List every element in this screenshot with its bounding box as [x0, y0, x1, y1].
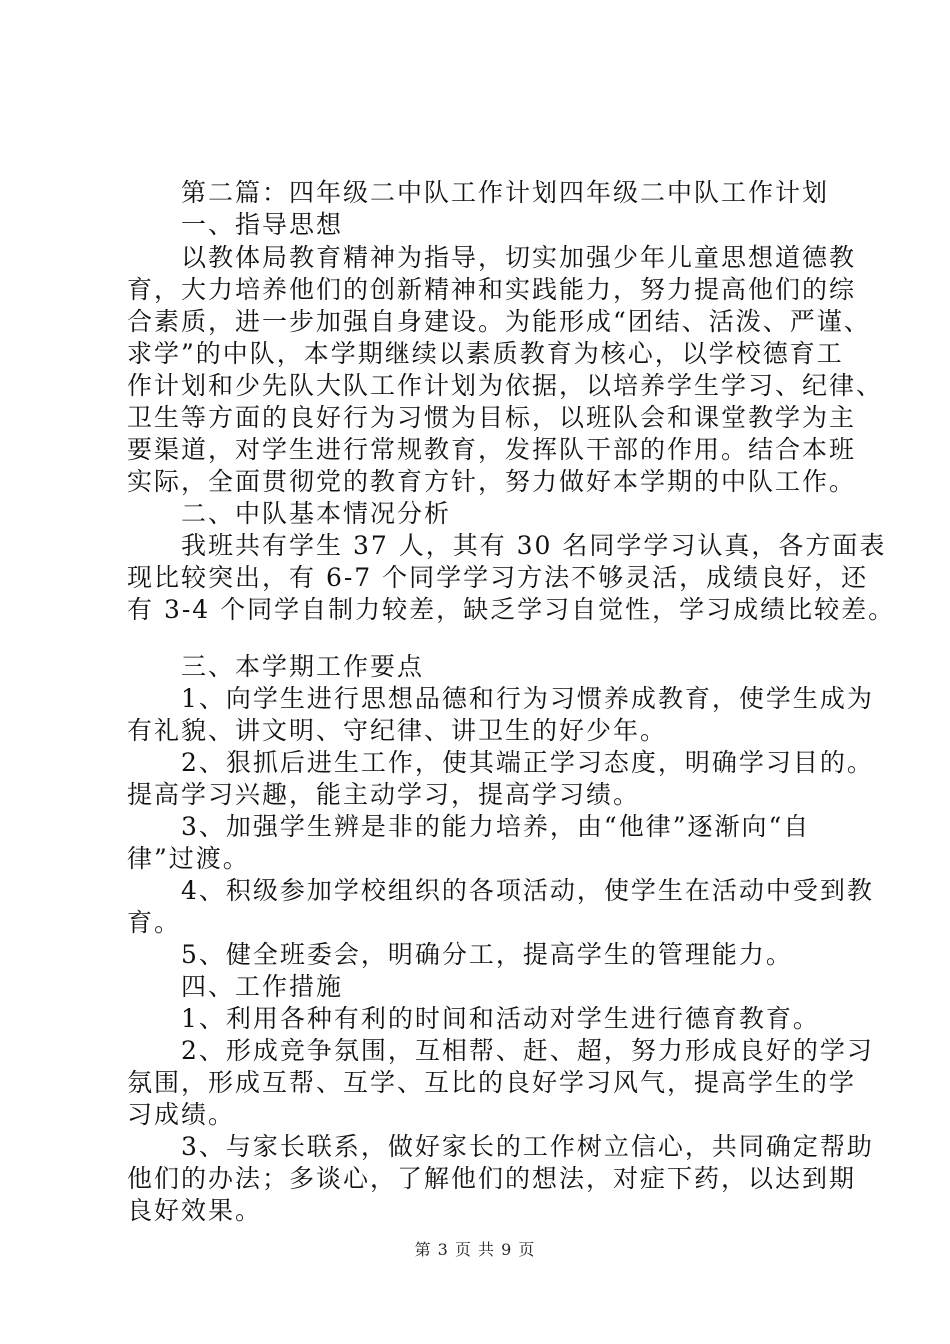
heading-situation-analysis: 二、中队基本情况分析: [181, 499, 452, 528]
paragraph-line: 实际，全面贯彻党的教育方针，努力做好本学期的中队工作。: [127, 467, 857, 496]
paragraph-line: 求学”的中队，本学期继续以素质教育为核心，以学校德育工: [127, 339, 844, 368]
heading-guiding-thought: 一、指导思想: [181, 210, 344, 239]
paragraph-line: 氛围，形成互帮、互学、互比的良好学习风气，提高学生的学: [127, 1068, 857, 1097]
paragraph-line: 习成绩。: [127, 1100, 236, 1129]
paragraph-line: 作计划和少先队大队工作计划为依据，以培养学生学习、纪律、: [127, 371, 884, 400]
paragraph-line: 4、积级参加学校组织的各项活动，使学生在活动中受到教: [181, 876, 874, 905]
paragraph-line: 要渠道，对学生进行常规教育，发挥队干部的作用。结合本班: [127, 435, 857, 464]
paragraph-line: 3、与家长联系，做好家长的工作树立信心，共同确定帮助: [181, 1132, 874, 1161]
heading-work-points: 三、本学期工作要点: [181, 652, 425, 681]
paragraph-line: 我班共有学生 37 人，其有 30 名同学学习认真，各方面表: [181, 531, 887, 560]
paragraph-line: 育。: [127, 908, 182, 937]
paragraph-line: 提高学习兴趣，能主动学习，提高学习绩。: [127, 780, 641, 809]
paragraph-line: 育，大力培养他们的创新精神和实践能力，努力提高他们的综: [127, 275, 857, 304]
page-number-footer: 第 3 页 共 9 页: [414, 1240, 536, 1259]
paragraph-line: 律”过渡。: [127, 844, 250, 873]
paragraph-line: 他们的办法；多谈心，了解他们的想法，对症下药，以达到期: [127, 1164, 857, 1193]
paragraph-line: 3、加强学生辨是非的能力培养，由“他律”逐渐向“自: [181, 812, 811, 841]
paragraph-line: 1、利用各种有利的时间和活动对学生进行德育教育。: [181, 1004, 820, 1033]
heading-work-measures: 四、工作措施: [181, 972, 344, 1001]
paragraph-line: 以教体局教育精神为指导，切实加强少年儿童思想道德教: [181, 243, 857, 272]
paragraph-line: 良好效果。: [127, 1196, 263, 1225]
paragraph-line: 卫生等方面的良好行为习惯为目标，以班队会和课堂教学为主: [127, 403, 857, 432]
paragraph-line: 合素质，进一步加强自身建设。为能形成“团结、活泼、严谨、: [127, 307, 871, 336]
paragraph-line: 1、向学生进行思想品德和行为习惯养成教育，使学生成为: [181, 684, 874, 713]
paragraph-line: 有礼貌、讲文明、守纪律、讲卫生的好少年。: [127, 716, 668, 745]
document-title: 第二篇：四年级二中队工作计划四年级二中队工作计划: [181, 178, 830, 207]
paragraph-line: 有 3-4 个同学自制力较差，缺乏学习自觉性，学习成绩比较差。: [127, 595, 896, 624]
paragraph-line: 2、形成竞争氛围，互相帮、赶、超，努力形成良好的学习: [181, 1036, 874, 1065]
paragraph-line: 5、健全班委会，明确分工，提高学生的管理能力。: [181, 940, 793, 969]
paragraph-line: 2、狠抓后进生工作，使其端正学习态度，明确学习目的。: [181, 748, 874, 777]
paragraph-line: 现比较突出，有 6-7 个同学学习方法不够灵活，成绩良好，还: [127, 563, 869, 592]
